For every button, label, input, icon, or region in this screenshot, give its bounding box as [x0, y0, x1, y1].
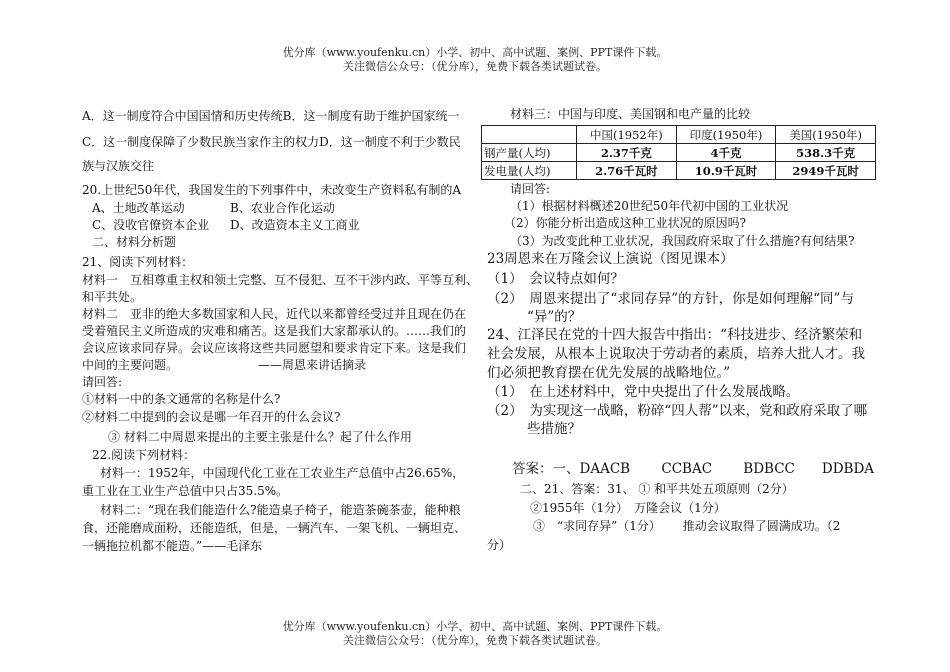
q19-options-ab: A．这一制度符合中国国情和历史传统B．这一制度有助于维护国家统一	[82, 109, 460, 123]
q21-material-1-line-1: 材料一 互相尊重主权和领土完整、互不侵犯、互不干涉内政、平等互利、	[82, 273, 479, 287]
q20-option-b: B、农业合作化运动	[230, 201, 335, 215]
table-header-cell	[482, 126, 577, 144]
q22-ask: 请回答:	[510, 182, 551, 196]
table-header-row	[482, 126, 876, 144]
q22-question-3: （3）为改变此种工业状况，我国政府采取了什么措施?有何结果?	[510, 234, 855, 248]
q21-material-2-line-1: 材料二 亚非的绝大多数国家和人民，近代以来都曾经受过并且现在仍在	[82, 307, 467, 321]
answer-line-2: 二、21、答案：31、 ① 和平共处五项原则（2分）	[520, 482, 794, 496]
header-line-1: 优分库（www.youfenku.cn）小学、初中、高中试题、案例、PPT课件下载。	[282, 46, 668, 59]
table-header-cell: 中国(1952年)	[577, 126, 677, 144]
q21-material-2-source: ——周恩来讲话摘录	[258, 358, 367, 372]
q23-question-1: （1） 会议特点如何？	[487, 271, 624, 287]
q22-material-2-line-1: 材料二：“现在我们能造什么?能造桌子椅子，能造茶碗茶壶，能种粮	[100, 503, 461, 517]
table-header-cell: 美国(1950年)	[776, 126, 876, 144]
q22-material-1-line-1: 材料一：1952年，中国现代化工业在工农业生产总值中占26.65%，	[100, 466, 465, 480]
table-cell: 2949千瓦时	[776, 162, 876, 180]
page-header	[0, 46, 950, 74]
q23-question-2-line-2: “异”的？	[527, 309, 582, 325]
q20-option-c: C、没收官僚资本企业	[92, 218, 210, 232]
q24-line-2: 社会发展，从根本上说取决于劳动者的素质，培养大批人才。我	[487, 346, 865, 362]
q21-ask: 请回答:	[82, 375, 123, 389]
q20-option-d: D、改造资本主义工商业	[230, 218, 360, 232]
q20-option-a: A、土地改革运动	[92, 201, 185, 215]
table-row-header: 发电量(人均)	[482, 162, 577, 180]
q21-material-2-line-3: 会议应该求同存异。会议应该将这些共同愿望和要求肯定下来。这是我们	[82, 341, 467, 355]
table-row	[482, 162, 876, 180]
answer-line-5: 分）	[487, 538, 512, 552]
q22-question-2: （2）你能分析出造成这种工业状况的原因吗?	[504, 216, 747, 230]
answer-line-4: ③ “求同存异”（1分） 推动会议取得了圆满成功。（2	[533, 519, 841, 533]
footer-line-2: 关注微信公众号：（优分库），免费下载各类试题试卷。	[343, 634, 607, 647]
q20-title: 20.上世纪50年代，我国发生的下列事件中，未改变生产资料私有制的A	[82, 183, 462, 197]
answer-line-3: ②1955年（1分） 万隆会议（1分）	[530, 501, 726, 515]
q21-question-1: ①材料一中的条文通常的名称是什么?	[82, 392, 281, 406]
table-row-header: 钢产量(人均)	[482, 144, 577, 162]
production-comparison-table	[481, 125, 876, 180]
q23-question-2-line-1: （2） 周恩来提出了“求同存异”的方针，你是如何理解“同”与	[487, 291, 854, 307]
q24-question-2-line-1: （2） 为实现这一战略，粉碎“四人帮”以来，党和政府采取了哪	[487, 403, 868, 419]
q19-option-d-cont: 族与汉族交往	[82, 159, 155, 173]
q22-material-1-line-2: 重工业在工业生产总值中只占35.5%。	[82, 484, 289, 498]
q19-options-cd: C．这一制度保障了少数民族当家作主的权力D．这一制度不利于少数民	[82, 135, 461, 149]
table-cell: 4千克	[676, 144, 776, 162]
table-cell: 538.3千克	[776, 144, 876, 162]
q21-material-2-line-4: 中间的主要问题。	[82, 358, 179, 372]
table-header-cell: 印度(1950年)	[676, 126, 776, 144]
q24-line-1: 24、江泽民在党的十四大报告中指出：“科技进步、经济繁荣和	[487, 327, 863, 343]
q22-title: 22.阅读下列材料：	[92, 448, 196, 462]
q22-material-2-line-2: 食，还能磨成面粉，还能造纸，但是，一辆汽车、一架飞机、一辆坦克、	[82, 521, 467, 535]
answer-line-1: 答案：一、DAACB CCBAC BDBCC DDBDA	[512, 461, 875, 477]
table-cell: 10.9千瓦时	[676, 162, 776, 180]
table-cell: 2.37千克	[577, 144, 677, 162]
q24-question-1: （1） 在上述材料中，党中央提出了什么发展战略。	[487, 384, 800, 400]
section-2-title: 二、材料分析题	[92, 235, 177, 249]
table-cell: 2.76千瓦时	[577, 162, 677, 180]
q23-title: 23周恩来在万隆会议上演说（图见课本）	[487, 251, 734, 267]
q24-question-2-line-2: 些措施？	[527, 421, 581, 437]
q22-material-3-title: 材料三：中国与印度、美国钢和电产量的比较	[510, 107, 751, 121]
header-line-2: 关注微信公众号：（优分库），免费下载各类试题试卷。	[343, 60, 607, 73]
table-row	[482, 144, 876, 162]
q21-material-2-line-2: 受着殖民主义所造成的灾难和痛苦。这是我们大家都承认的。……我们的	[82, 324, 467, 338]
q22-question-1: （1）根据材料概述20世纪50年代初中国的工业状况	[510, 199, 789, 213]
q21-title: 21、阅读下列材料：	[82, 255, 194, 269]
footer-line-1: 优分库（www.youfenku.cn）小学、初中、高中试题、案例、PPT课件下载。	[282, 620, 668, 633]
q22-material-2-line-3: 一辆拖拉机都不能造。”——毛泽东	[82, 539, 263, 553]
q24-line-3: 们必须把教育摆在优先发展的战略地位。”	[487, 365, 731, 381]
q21-material-1-line-2: 和平共处。	[82, 290, 143, 304]
q21-question-2: ②材料二中提到的会议是哪一年召开的什么会议?	[82, 410, 341, 424]
q21-question-3: ③ 材料二中周恩来提出的主要主张是什么？起了什么作用	[108, 430, 412, 444]
page-footer	[0, 620, 950, 648]
